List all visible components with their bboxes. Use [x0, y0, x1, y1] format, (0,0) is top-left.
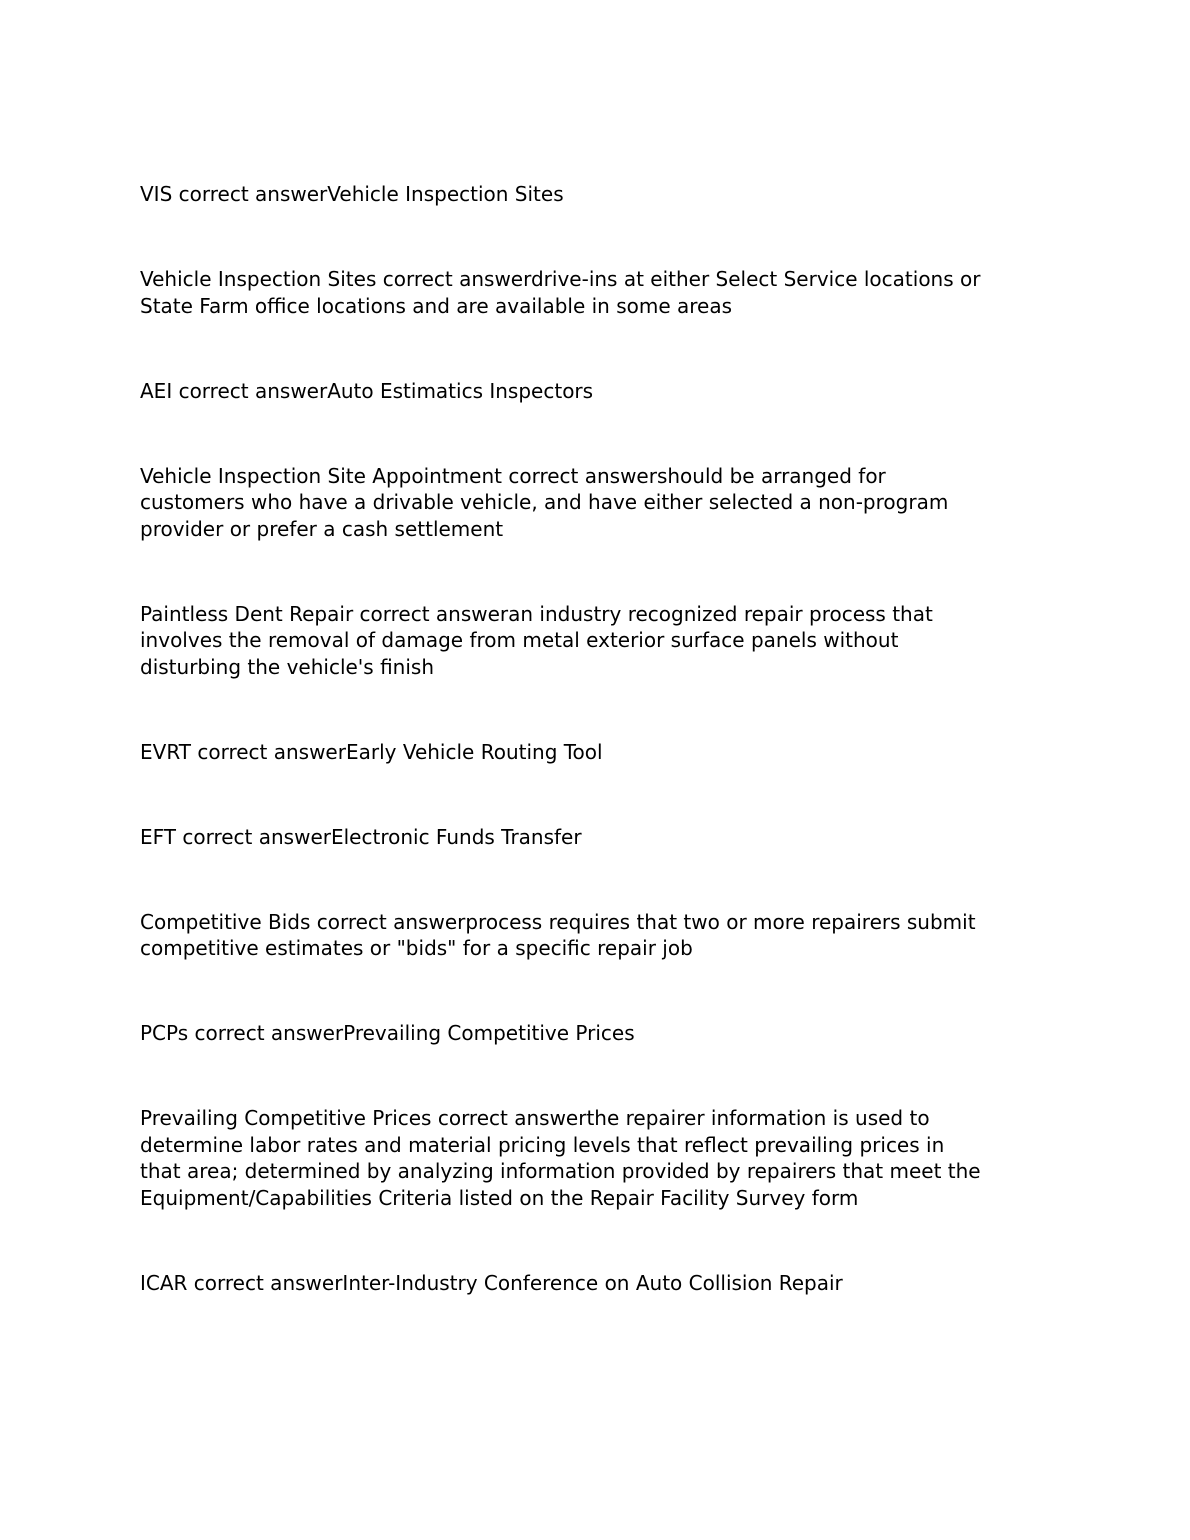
- flashcard-entry: [140, 909, 1100, 962]
- entry-text-line: disturbing the vehicle's finish: [140, 654, 435, 679]
- flashcard-entry: [140, 266, 1100, 319]
- flashcard-entry: [140, 1270, 1100, 1297]
- entry-text-line: provider or prefer a cash settlement: [140, 516, 504, 541]
- entry-text-line: determine labor rates and material pricing levels that reflect prevailing prices in: [140, 1132, 945, 1157]
- flashcard-entry: [140, 463, 1100, 543]
- entry-text-line: Competitive Bids correct answerprocess requires that two or more repairers submit: [140, 909, 976, 934]
- entry-text-line: Equipment/Capabilities Criteria listed on the Repair Facility Survey form: [140, 1185, 859, 1210]
- entry-text-line: competitive estimates or "bids" for a specific repair job: [140, 936, 693, 960]
- flashcard-entry: [140, 1020, 1100, 1047]
- flashcard-entry: [140, 181, 1100, 208]
- flashcard-entry: [140, 739, 1100, 766]
- entry-text-line: EVRT correct answerEarly Vehicle Routing Tool: [140, 739, 603, 764]
- entry-text-line: AEI correct answerAuto Estimatics Inspectors: [140, 378, 594, 403]
- document-page: [140, 181, 1100, 1355]
- entry-text-line: involves the removal of damage from metal exterior surface panels without: [140, 628, 899, 652]
- entry-text-line: State Farm office locations and are available in some areas: [140, 293, 733, 318]
- entry-text-line: EFT correct answerElectronic Funds Transfer: [140, 824, 582, 849]
- entry-text-line: customers who have a drivable vehicle, and have either selected a non-program: [140, 490, 949, 514]
- entry-text-line: Vehicle Inspection Site Appointment correct answershould be arranged for: [140, 463, 886, 488]
- entry-text-line: PCPs correct answerPrevailing Competitive Prices: [140, 1021, 635, 1045]
- flashcard-entry: [140, 378, 1100, 405]
- entry-text-line: Paintless Dent Repair correct answeran industry recognized repair process that: [140, 601, 933, 626]
- flashcard-entry: [140, 601, 1100, 681]
- entry-text-line: ICAR correct answerInter-Industry Conference on Auto Collision Repair: [140, 1270, 843, 1295]
- flashcard-entry: [140, 1105, 1100, 1211]
- entry-text-line: Prevailing Competitive Prices correct answerthe repairer information is used to: [140, 1106, 930, 1130]
- entry-text-line: VIS correct answerVehicle Inspection Sites: [140, 182, 564, 206]
- flashcard-entry: [140, 824, 1100, 851]
- entry-text-line: Vehicle Inspection Sites correct answerdrive-ins at either Select Service locations or: [140, 267, 981, 291]
- entry-text-line: that area; determined by analyzing information provided by repairers that meet the: [140, 1159, 981, 1183]
